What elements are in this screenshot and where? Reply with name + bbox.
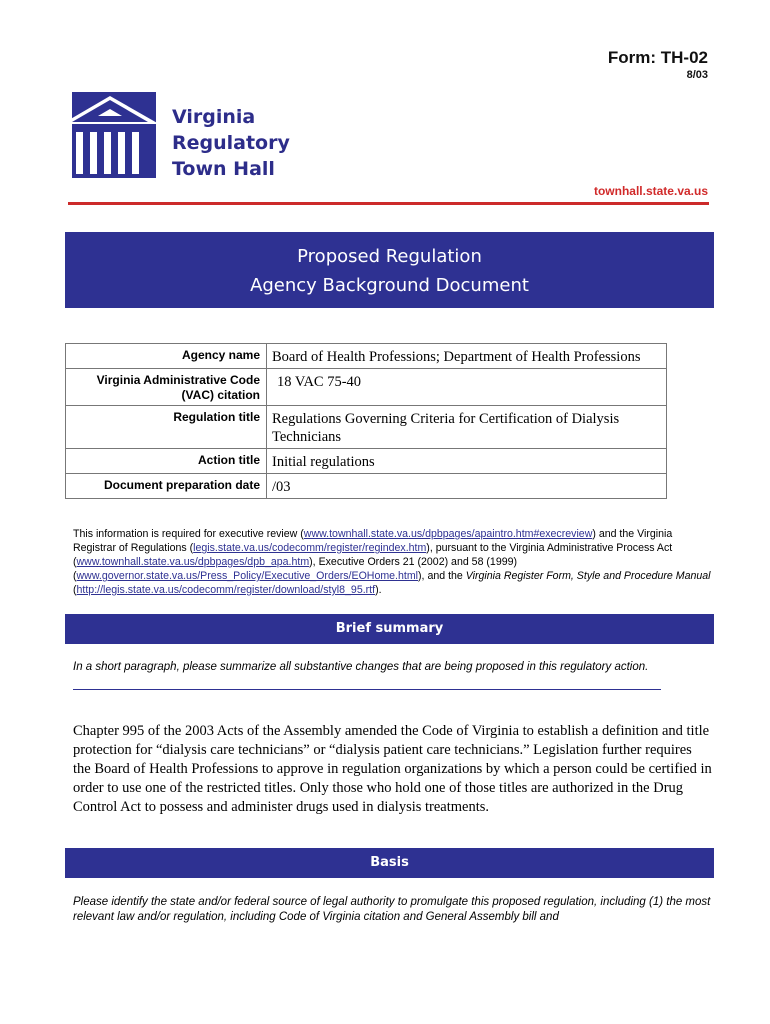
brief-summary-heading: Brief summary — [65, 614, 714, 644]
header-divider — [68, 202, 709, 205]
execreview-link[interactable]: www.townhall.state.va.us/dpbpages/apaintro.htm#execreview — [303, 528, 593, 540]
intro-text: ). — [375, 584, 382, 596]
instruction-divider — [73, 689, 661, 690]
table-row — [66, 344, 667, 369]
town-hall-building-icon — [62, 92, 160, 178]
row-label: Agency name — [66, 344, 267, 369]
brand-line-2: Regulatory — [172, 132, 290, 154]
manual-title: Virginia Register Form, Style and Procedure Manual — [465, 570, 711, 582]
row-value: /03 — [267, 474, 667, 499]
style-manual-link[interactable]: http://legis.state.va.us/codecomm/register/download/styl8_95.rtf — [76, 584, 376, 596]
table-row — [66, 449, 667, 474]
site-url: townhall.state.va.us — [593, 184, 708, 198]
table-row — [66, 474, 667, 499]
title-line-2: Agency Background Document — [250, 275, 529, 296]
intro-text: This information is required for executive review ( — [73, 528, 304, 540]
brand-name — [172, 104, 290, 182]
basis-heading: Basis — [65, 848, 714, 878]
intro-text: ), Executive Orders 21 (2002) and 58 (1999) ( — [73, 556, 518, 582]
title-line-1: Proposed Regulation — [297, 246, 482, 267]
regindex-link[interactable]: legis.state.va.us/codecomm/register/regindex.htm — [193, 542, 427, 554]
row-label: Virginia Administrative Code (VAC) citation — [66, 369, 267, 406]
agency-info-table — [65, 343, 667, 499]
intro-text: ) and the Virginia Registrar of Regulations ( — [73, 528, 673, 554]
brand-line-1: Virginia — [172, 106, 256, 128]
row-label: Document preparation date — [66, 474, 267, 499]
brief-summary-instruction: In a short paragraph, please summarize all substantive changes that are being proposed in this regulatory action. — [73, 661, 649, 673]
intro-text: ), and the — [418, 570, 466, 582]
brief-summary-body: Chapter 995 of the 2003 Acts of the Assembly amended the Code of Virginia to establish a definition and title protection for “dialysis care technicians” or “dialysis patient care technicians.” Legislation further requires the Board of Health Professions to approve in regulation organizations by which a person could be certified in order to use one of the restricted titles. Only those who hold one of those titles are authorized in the Drug Control Act to possess and administer drugs used in dialysis treatments. — [73, 723, 712, 815]
intro-text: ( — [73, 584, 77, 596]
document-title-banner — [65, 232, 714, 308]
row-value: Regulations Governing Criteria for Certification of Dialysis Technicians — [267, 406, 667, 449]
table-row — [66, 406, 667, 449]
row-label: Regulation title — [66, 406, 267, 449]
row-value: 18 VAC 75-40 — [267, 369, 667, 406]
form-date: 8/03 — [686, 69, 708, 81]
table-row — [66, 369, 667, 406]
dpb-apa-link[interactable]: www.townhall.state.va.us/dpbpages/dpb_apa.htm — [76, 556, 310, 568]
row-value: Initial regulations — [267, 449, 667, 474]
intro-paragraph — [73, 527, 713, 597]
brand-line-3: Town Hall — [172, 158, 275, 180]
row-label: Action title — [66, 449, 267, 474]
form-number: Form: TH-02 — [607, 48, 708, 67]
basis-instruction: Please identify the state and/or federal source of legal authority to promulgate this proposed regulation, including (1) the most relevant law and/or regulation, including Code of Virginia citation and General Assembly bill and — [73, 896, 711, 923]
executive-orders-link[interactable]: www.governor.state.va.us/Press_Policy/Executive_Orders/EOHome.html — [76, 570, 419, 582]
row-value: Board of Health Professions; Department of Health Professions — [267, 344, 667, 369]
intro-text: ), pursuant to the Virginia Administrative Process Act ( — [73, 542, 673, 568]
